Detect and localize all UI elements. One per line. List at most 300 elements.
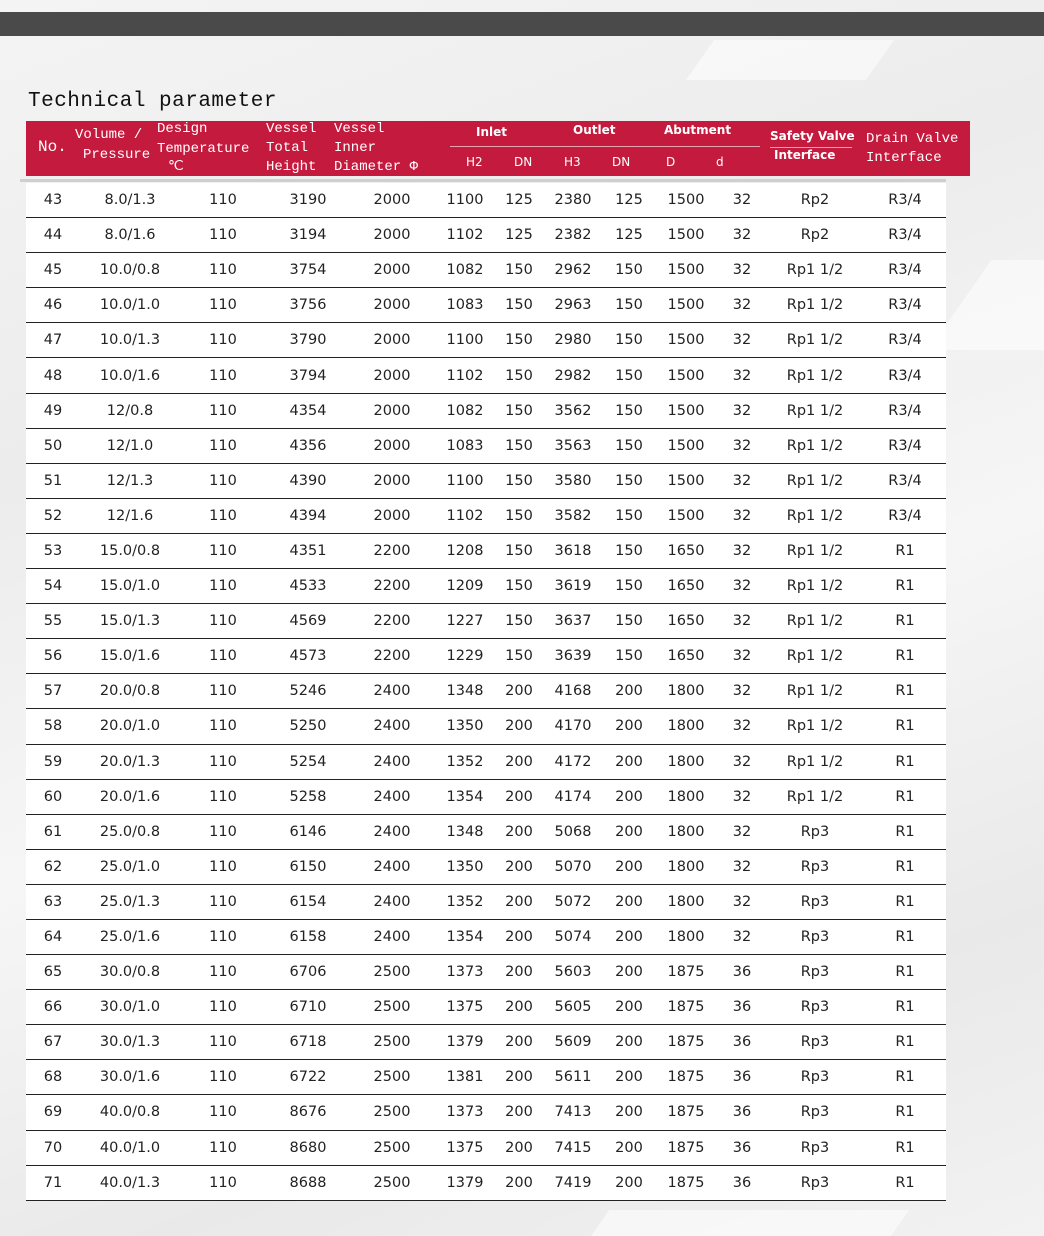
cell-inlet-h2: 1373 — [446, 964, 484, 981]
cell-outlet-h3: 2982 — [554, 367, 592, 384]
cell-inlet-dn: 200 — [505, 1069, 533, 1086]
cell-inlet-h2: 1352 — [446, 753, 484, 770]
header-inlet: Inlet — [476, 125, 507, 139]
cell-volume-pressure: 40.0/0.8 — [99, 1104, 161, 1121]
cell-inlet-dn: 125 — [505, 192, 533, 209]
cell-outlet-dn: 125 — [615, 227, 643, 244]
cell-no: 69 — [43, 1104, 63, 1121]
cell-abutment-D: 1800 — [667, 893, 705, 910]
cell-outlet-dn: 200 — [615, 1104, 643, 1121]
cell-safety-valve: Rp3 — [800, 1069, 830, 1086]
cell-volume-pressure: 20.0/1.0 — [99, 718, 161, 735]
cell-total-height: 4351 — [289, 542, 327, 559]
cell-volume-pressure: 8.0/1.3 — [104, 192, 156, 209]
cell-safety-valve: Rp3 — [800, 1034, 830, 1051]
cell-volume-pressure: 12/1.6 — [106, 507, 154, 524]
table-row — [26, 1095, 946, 1130]
table-row — [26, 780, 946, 815]
cell-design-temp: 110 — [209, 367, 237, 384]
header-diameter-line1: Vessel — [334, 121, 385, 137]
cell-abutment-D: 1875 — [667, 1104, 705, 1121]
cell-inlet-dn: 150 — [505, 507, 533, 524]
cell-inner-diameter: 2500 — [373, 1034, 411, 1051]
cell-abutment-D: 1500 — [667, 402, 705, 419]
header-sub-h3: H3 — [564, 155, 581, 169]
cell-no: 50 — [43, 437, 63, 454]
cell-abutment-d: 32 — [732, 507, 752, 524]
cell-inner-diameter: 2000 — [373, 297, 411, 314]
cell-volume-pressure: 10.0/1.6 — [99, 367, 161, 384]
cell-safety-valve: Rp1 1/2 — [786, 578, 844, 595]
cell-abutment-D: 1500 — [667, 262, 705, 279]
cell-abutment-d: 32 — [732, 367, 752, 384]
cell-abutment-D: 1500 — [667, 437, 705, 454]
cell-volume-pressure: 15.0/1.0 — [99, 578, 161, 595]
cell-inner-diameter: 2000 — [373, 367, 411, 384]
cell-inlet-dn: 200 — [505, 718, 533, 735]
cell-outlet-dn: 150 — [615, 332, 643, 349]
cell-inner-diameter: 2000 — [373, 472, 411, 489]
cell-abutment-d: 32 — [732, 437, 752, 454]
table-row — [26, 674, 946, 709]
cell-abutment-D: 1500 — [667, 227, 705, 244]
cell-inlet-dn: 150 — [505, 262, 533, 279]
cell-drain-valve: R1 — [895, 718, 915, 735]
cell-drain-valve: R1 — [895, 1174, 915, 1191]
table-row — [26, 358, 946, 393]
header-no: No. — [38, 138, 67, 156]
cell-outlet-dn: 200 — [615, 1034, 643, 1051]
cell-abutment-d: 32 — [732, 578, 752, 595]
cell-drain-valve: R3/4 — [888, 192, 922, 209]
cell-inner-diameter: 2500 — [373, 1069, 411, 1086]
header-height-line1: Vessel — [266, 121, 317, 137]
cell-inlet-h2: 1102 — [446, 367, 484, 384]
header-sub-dn-outlet: DN — [612, 155, 631, 169]
cell-outlet-dn: 150 — [615, 402, 643, 419]
cell-inner-diameter: 2000 — [373, 507, 411, 524]
cell-safety-valve: Rp3 — [800, 1104, 830, 1121]
cell-total-height: 6158 — [289, 929, 327, 946]
cell-design-temp: 110 — [209, 507, 237, 524]
cell-outlet-dn: 150 — [615, 542, 643, 559]
table-row — [26, 218, 946, 253]
cell-volume-pressure: 40.0/1.3 — [99, 1174, 161, 1191]
cell-volume-pressure: 10.0/1.0 — [99, 297, 161, 314]
cell-safety-valve: Rp1 1/2 — [786, 683, 844, 700]
cell-inlet-dn: 200 — [505, 1034, 533, 1051]
cell-volume-pressure: 20.0/1.6 — [99, 788, 161, 805]
cell-design-temp: 110 — [209, 858, 237, 875]
cell-inlet-dn: 150 — [505, 648, 533, 665]
cell-inlet-dn: 150 — [505, 437, 533, 454]
table-row — [26, 1166, 946, 1201]
cell-outlet-dn: 150 — [615, 578, 643, 595]
cell-design-temp: 110 — [209, 542, 237, 559]
cell-inner-diameter: 2200 — [373, 578, 411, 595]
cell-no: 63 — [43, 893, 63, 910]
cell-design-temp: 110 — [209, 613, 237, 630]
cell-abutment-D: 1650 — [667, 648, 705, 665]
cell-inner-diameter: 2000 — [373, 332, 411, 349]
cell-abutment-D: 1650 — [667, 613, 705, 630]
cell-outlet-h3: 5605 — [554, 999, 592, 1016]
header-volume-line1: Volume / — [75, 127, 143, 143]
cell-total-height: 4390 — [289, 472, 327, 489]
cell-inlet-dn: 150 — [505, 332, 533, 349]
cell-abutment-D: 1800 — [667, 753, 705, 770]
cell-abutment-D: 1875 — [667, 1174, 705, 1191]
cell-volume-pressure: 10.0/0.8 — [99, 262, 161, 279]
cell-inlet-dn: 200 — [505, 964, 533, 981]
cell-volume-pressure: 12/0.8 — [106, 402, 154, 419]
header-design-line2: Temperature — [157, 141, 250, 157]
cell-design-temp: 110 — [209, 999, 237, 1016]
cell-inlet-dn: 200 — [505, 929, 533, 946]
cell-drain-valve: R1 — [895, 999, 915, 1016]
cell-inlet-dn: 200 — [505, 683, 533, 700]
cell-abutment-d: 32 — [732, 823, 752, 840]
cell-no: 67 — [43, 1034, 63, 1051]
cell-inlet-h2: 1208 — [446, 542, 484, 559]
cell-design-temp: 110 — [209, 1174, 237, 1191]
cell-outlet-dn: 200 — [615, 718, 643, 735]
cell-design-temp: 110 — [209, 964, 237, 981]
cell-outlet-h3: 3580 — [554, 472, 592, 489]
cell-volume-pressure: 10.0/1.3 — [99, 332, 161, 349]
cell-inner-diameter: 2200 — [373, 613, 411, 630]
cell-volume-pressure: 25.0/1.0 — [99, 858, 161, 875]
header-group-divider — [450, 146, 760, 147]
cell-no: 60 — [43, 788, 63, 805]
cell-drain-valve: R3/4 — [888, 297, 922, 314]
header-diameter-line2: Inner — [334, 140, 377, 156]
cell-outlet-dn: 200 — [615, 964, 643, 981]
cell-outlet-h3: 5611 — [554, 1069, 592, 1086]
table-row — [26, 1131, 946, 1166]
cell-safety-valve: Rp1 1/2 — [786, 402, 844, 419]
cell-inner-diameter: 2400 — [373, 893, 411, 910]
cell-design-temp: 110 — [209, 929, 237, 946]
cell-abutment-d: 36 — [732, 1104, 752, 1121]
cell-outlet-dn: 150 — [615, 262, 643, 279]
cell-safety-valve: Rp1 1/2 — [786, 753, 844, 770]
cell-outlet-h3: 2980 — [554, 332, 592, 349]
cell-design-temp: 110 — [209, 788, 237, 805]
cell-total-height: 8680 — [289, 1139, 327, 1156]
cell-inlet-h2: 1354 — [446, 788, 484, 805]
cell-inner-diameter: 2200 — [373, 542, 411, 559]
cell-outlet-dn: 200 — [615, 1174, 643, 1191]
table-row — [26, 1060, 946, 1095]
cell-design-temp: 110 — [209, 227, 237, 244]
cell-total-height: 5258 — [289, 788, 327, 805]
table-row — [26, 534, 946, 569]
cell-outlet-dn: 150 — [615, 297, 643, 314]
top-bar — [0, 12, 1044, 36]
cell-abutment-d: 36 — [732, 1174, 752, 1191]
cell-inner-diameter: 2500 — [373, 1139, 411, 1156]
cell-safety-valve: Rp1 1/2 — [786, 472, 844, 489]
cell-outlet-dn: 150 — [615, 507, 643, 524]
cell-inlet-h2: 1350 — [446, 858, 484, 875]
cell-drain-valve: R1 — [895, 893, 915, 910]
cell-no: 64 — [43, 929, 63, 946]
cell-total-height: 3794 — [289, 367, 327, 384]
cell-volume-pressure: 12/1.0 — [106, 437, 154, 454]
cell-drain-valve: R1 — [895, 753, 915, 770]
cell-outlet-h3: 5072 — [554, 893, 592, 910]
cell-inlet-h2: 1379 — [446, 1174, 484, 1191]
table-row — [26, 464, 946, 499]
cell-inlet-h2: 1229 — [446, 648, 484, 665]
cell-outlet-dn: 125 — [615, 192, 643, 209]
cell-inner-diameter: 2000 — [373, 437, 411, 454]
cell-outlet-h3: 5074 — [554, 929, 592, 946]
cell-safety-valve: Rp1 1/2 — [786, 437, 844, 454]
cell-abutment-D: 1500 — [667, 297, 705, 314]
cell-abutment-d: 32 — [732, 648, 752, 665]
cell-safety-valve: Rp1 1/2 — [786, 648, 844, 665]
cell-inlet-h2: 1209 — [446, 578, 484, 595]
cell-inlet-h2: 1375 — [446, 1139, 484, 1156]
table-row — [26, 815, 946, 850]
cell-no: 65 — [43, 964, 63, 981]
cell-abutment-D: 1800 — [667, 823, 705, 840]
header-outlet: Outlet — [573, 123, 616, 137]
cell-no: 71 — [43, 1174, 63, 1191]
cell-total-height: 3754 — [289, 262, 327, 279]
cell-total-height: 3790 — [289, 332, 327, 349]
cell-inlet-dn: 200 — [505, 753, 533, 770]
table-row — [26, 569, 946, 604]
cell-total-height: 4569 — [289, 613, 327, 630]
cell-volume-pressure: 30.0/1.3 — [99, 1034, 161, 1051]
cell-outlet-dn: 200 — [615, 929, 643, 946]
cell-safety-valve: Rp2 — [800, 192, 830, 209]
cell-abutment-D: 1875 — [667, 999, 705, 1016]
cell-abutment-D: 1800 — [667, 929, 705, 946]
page-title: Technical parameter — [28, 90, 277, 113]
cell-drain-valve: R3/4 — [888, 367, 922, 384]
table-row — [26, 885, 946, 920]
header-separator — [20, 179, 946, 182]
cell-outlet-h3: 3637 — [554, 613, 592, 630]
cell-design-temp: 110 — [209, 648, 237, 665]
cell-abutment-d: 36 — [732, 1069, 752, 1086]
table-row — [26, 990, 946, 1025]
cell-abutment-D: 1650 — [667, 578, 705, 595]
cell-drain-valve: R1 — [895, 858, 915, 875]
cell-total-height: 3190 — [289, 192, 327, 209]
cell-abutment-d: 36 — [732, 964, 752, 981]
cell-abutment-d: 32 — [732, 753, 752, 770]
table-row — [26, 499, 946, 534]
cell-drain-valve: R1 — [895, 613, 915, 630]
cell-outlet-dn: 200 — [615, 858, 643, 875]
cell-inner-diameter: 2500 — [373, 1104, 411, 1121]
cell-outlet-h3: 4172 — [554, 753, 592, 770]
cell-outlet-dn: 200 — [615, 893, 643, 910]
cell-outlet-h3: 3562 — [554, 402, 592, 419]
cell-drain-valve: R1 — [895, 1034, 915, 1051]
cell-safety-valve: Rp3 — [800, 964, 830, 981]
cell-volume-pressure: 15.0/1.3 — [99, 613, 161, 630]
cell-inlet-h2: 1354 — [446, 929, 484, 946]
cell-outlet-dn: 150 — [615, 437, 643, 454]
cell-outlet-dn: 200 — [615, 1139, 643, 1156]
cell-outlet-h3: 5603 — [554, 964, 592, 981]
cell-drain-valve: R1 — [895, 929, 915, 946]
cell-inlet-h2: 1381 — [446, 1069, 484, 1086]
cell-inlet-h2: 1100 — [446, 192, 484, 209]
cell-abutment-d: 32 — [732, 929, 752, 946]
cell-outlet-h3: 5068 — [554, 823, 592, 840]
cell-safety-valve: Rp1 1/2 — [786, 507, 844, 524]
cell-total-height: 6706 — [289, 964, 327, 981]
cell-abutment-D: 1500 — [667, 472, 705, 489]
cell-drain-valve: R1 — [895, 964, 915, 981]
cell-outlet-h3: 3563 — [554, 437, 592, 454]
cell-inlet-dn: 125 — [505, 227, 533, 244]
cell-total-height: 3194 — [289, 227, 327, 244]
cell-inner-diameter: 2400 — [373, 823, 411, 840]
cell-design-temp: 110 — [209, 262, 237, 279]
cell-outlet-dn: 150 — [615, 648, 643, 665]
cell-inner-diameter: 2000 — [373, 402, 411, 419]
cell-inner-diameter: 2500 — [373, 964, 411, 981]
cell-inlet-dn: 150 — [505, 578, 533, 595]
cell-inlet-h2: 1379 — [446, 1034, 484, 1051]
cell-inner-diameter: 2000 — [373, 262, 411, 279]
cell-inlet-h2: 1227 — [446, 613, 484, 630]
cell-outlet-dn: 200 — [615, 823, 643, 840]
header-diameter-line3: Diameter Φ — [334, 159, 419, 175]
cell-safety-valve: Rp3 — [800, 823, 830, 840]
cell-design-temp: 110 — [209, 437, 237, 454]
cell-no: 56 — [43, 648, 63, 665]
cell-design-temp: 110 — [209, 893, 237, 910]
cell-volume-pressure: 25.0/1.3 — [99, 893, 161, 910]
cell-design-temp: 110 — [209, 297, 237, 314]
cell-no: 66 — [43, 999, 63, 1016]
cell-inlet-dn: 150 — [505, 613, 533, 630]
cell-inlet-h2: 1100 — [446, 332, 484, 349]
cell-design-temp: 110 — [209, 402, 237, 419]
cell-no: 46 — [43, 297, 63, 314]
cell-outlet-dn: 200 — [615, 788, 643, 805]
table-row — [26, 253, 946, 288]
cell-no: 51 — [43, 472, 63, 489]
cell-inlet-h2: 1348 — [446, 683, 484, 700]
cell-inlet-h2: 1348 — [446, 823, 484, 840]
cell-no: 61 — [43, 823, 63, 840]
cell-no: 49 — [43, 402, 63, 419]
cell-drain-valve: R3/4 — [888, 332, 922, 349]
cell-volume-pressure: 12/1.3 — [106, 472, 154, 489]
cell-drain-valve: R1 — [895, 1069, 915, 1086]
cell-safety-valve: Rp1 1/2 — [786, 788, 844, 805]
cell-abutment-d: 32 — [732, 297, 752, 314]
cell-design-temp: 110 — [209, 332, 237, 349]
cell-safety-valve: Rp1 1/2 — [786, 718, 844, 735]
cell-outlet-h3: 4174 — [554, 788, 592, 805]
header-drain-line2: Interface — [866, 150, 942, 166]
table-row — [26, 745, 946, 780]
cell-total-height: 4354 — [289, 402, 327, 419]
table-row — [26, 394, 946, 429]
cell-inlet-h2: 1352 — [446, 893, 484, 910]
cell-outlet-h3: 3582 — [554, 507, 592, 524]
cell-outlet-h3: 3619 — [554, 578, 592, 595]
cell-volume-pressure: 20.0/0.8 — [99, 683, 161, 700]
cell-inlet-h2: 1082 — [446, 402, 484, 419]
cell-drain-valve: R1 — [895, 1139, 915, 1156]
cell-design-temp: 110 — [209, 1069, 237, 1086]
cell-inner-diameter: 2500 — [373, 999, 411, 1016]
parameter-table — [26, 183, 946, 1201]
cell-total-height: 4533 — [289, 578, 327, 595]
cell-abutment-d: 32 — [732, 542, 752, 559]
cell-drain-valve: R1 — [895, 823, 915, 840]
cell-inner-diameter: 2000 — [373, 227, 411, 244]
cell-drain-valve: R1 — [895, 683, 915, 700]
cell-abutment-D: 1800 — [667, 788, 705, 805]
cell-abutment-d: 32 — [732, 683, 752, 700]
cell-drain-valve: R3/4 — [888, 262, 922, 279]
cell-no: 68 — [43, 1069, 63, 1086]
table-row — [26, 183, 946, 218]
cell-outlet-h3: 2380 — [554, 192, 592, 209]
cell-design-temp: 110 — [209, 753, 237, 770]
cell-drain-valve: R3/4 — [888, 507, 922, 524]
cell-abutment-D: 1800 — [667, 718, 705, 735]
table-row — [26, 288, 946, 323]
cell-outlet-dn: 150 — [615, 613, 643, 630]
table-row — [26, 955, 946, 990]
header-design-line1: Design — [157, 121, 208, 137]
cell-outlet-h3: 5070 — [554, 858, 592, 875]
cell-no: 52 — [43, 507, 63, 524]
table-row — [26, 709, 946, 744]
cell-abutment-D: 1875 — [667, 964, 705, 981]
cell-outlet-dn: 200 — [615, 999, 643, 1016]
cell-design-temp: 110 — [209, 192, 237, 209]
cell-abutment-D: 1500 — [667, 332, 705, 349]
cell-drain-valve: R1 — [895, 788, 915, 805]
cell-inlet-h2: 1102 — [446, 507, 484, 524]
cell-abutment-D: 1800 — [667, 683, 705, 700]
header-sub-d-lower: d — [716, 155, 724, 169]
cell-total-height: 4573 — [289, 648, 327, 665]
cell-outlet-h3: 4168 — [554, 683, 592, 700]
cell-inner-diameter: 2500 — [373, 1174, 411, 1191]
cell-volume-pressure: 8.0/1.6 — [104, 227, 156, 244]
cell-no: 58 — [43, 718, 63, 735]
cell-safety-valve: Rp3 — [800, 999, 830, 1016]
cell-total-height: 5254 — [289, 753, 327, 770]
cell-inlet-h2: 1350 — [446, 718, 484, 735]
cell-no: 47 — [43, 332, 63, 349]
cell-no: 70 — [43, 1139, 63, 1156]
header-sub-dn-inlet: DN — [514, 155, 533, 169]
cell-safety-valve: Rp1 1/2 — [786, 332, 844, 349]
cell-abutment-d: 32 — [732, 893, 752, 910]
cell-total-height: 6722 — [289, 1069, 327, 1086]
cell-inlet-dn: 150 — [505, 472, 533, 489]
cell-safety-valve: Rp2 — [800, 227, 830, 244]
cell-design-temp: 110 — [209, 578, 237, 595]
